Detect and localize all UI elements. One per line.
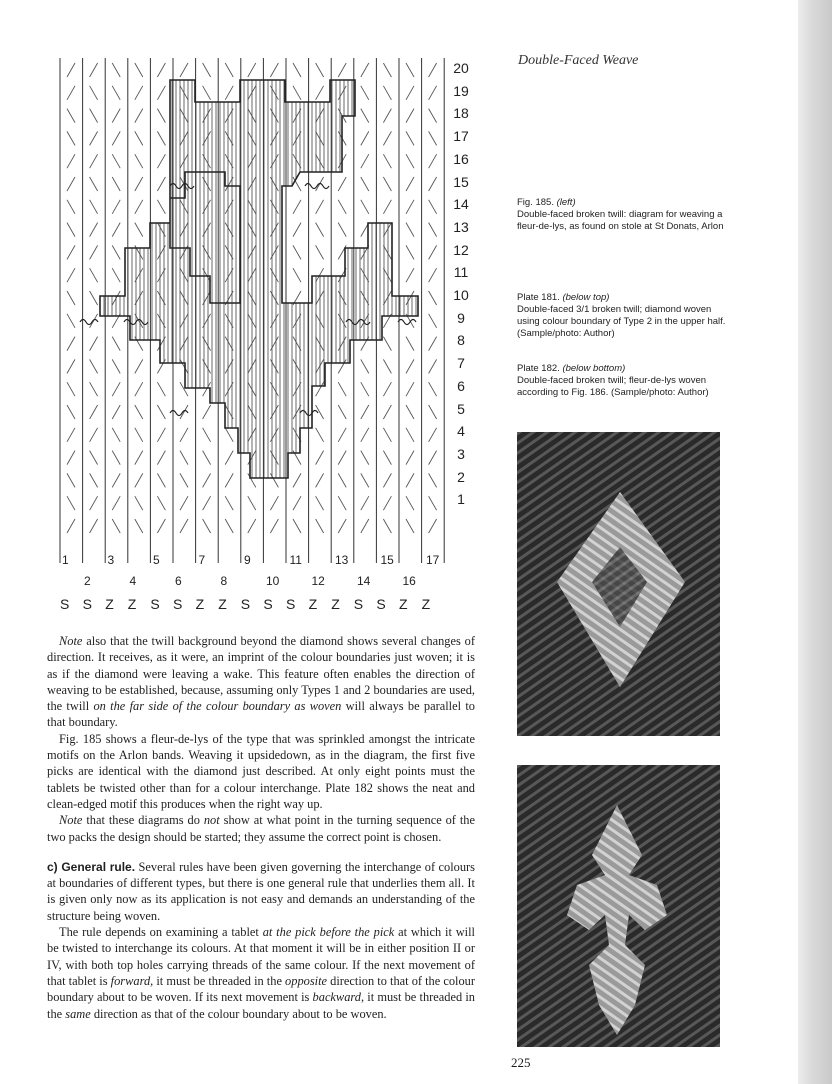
fleur-de-lys-diagram [50,58,480,618]
row-number: 20 [453,60,469,76]
row-number: 17 [453,128,469,145]
plate-182-photo-fleur-de-lys [517,765,720,1047]
row-number: 5 [457,400,465,417]
caption-plate-181: Plate 181. (below top) Double-faced 3/1 broken twill; diamond woven using colour boundary of Type 2 in the upper half. (Sample/photo: Author) [517,292,726,339]
caption-fig-185: Fig. 185. (left) Double-faced broken twill: diagram for weaving a fleur-de-lys, as found on stole at St Donats, Arlon [517,197,724,232]
tablet-number-odd: 15 [380,553,394,567]
row-number: 12 [453,241,469,258]
tablet-number-odd: 7 [198,553,206,567]
twist-direction: S [353,596,364,612]
fleur-de-lys-motif [100,80,418,478]
twist-direction: S [286,596,296,612]
row-number: 19 [453,82,469,99]
tablet-number-even: 4 [129,574,137,588]
tablet-number-odd: 11 [289,553,302,567]
caption-plate-182: Plate 182. (below bottom) Double-faced broken twill; fleur-de-lys woven according to Fig. 186. (Sample/photo: Author) [517,363,709,398]
row-number: 10 [453,287,469,303]
row-number: 13 [453,218,469,235]
tablet-number-even: 6 [175,574,182,588]
twist-direction: Z [127,596,137,612]
twist-direction: Z [421,596,431,612]
body-text [47,633,475,1022]
twist-direction: Z [195,596,205,612]
row-number: 18 [453,105,469,122]
row-number: 3 [457,445,465,462]
row-number: 8 [457,332,465,349]
paragraph-4-general-rule: c) General rule. Several rules have been given governing the interchange of colours at boundaries of different types, but there is one general rule that underlies them all. It is given only now as its application is not easy and demands an understanding of the structure being woven. [47,859,475,923]
tablet-number-even: 10 [266,574,280,588]
tablet-number-odd: 3 [107,553,115,567]
paragraph-5: The rule depends on examining a tablet at the pick before the pick at which it will be twisted to interchange its colours. At that moment it will be in either position II or IV, with both top holes carrying threads of the same colour. If the next movement of that tablet is forward, it must be threaded in the opposite direction to that of the colour boundary about to be woven. If its next movement is backward, it must be threaded in the same direction as that of the colour boundary about to be woven. [47,925,476,1021]
row-number: 1 [457,491,465,508]
row-number: 6 [457,377,465,394]
running-head: Double-Faced Weave [518,53,639,68]
row-number: 16 [453,150,469,167]
twist-direction: Z [105,596,114,612]
tablet-number-odd: 9 [244,553,251,567]
tablet-number-odd: 5 [153,553,160,567]
row-number: 2 [457,468,465,485]
row-number: 14 [453,196,469,213]
tablet-number-even: 14 [357,574,371,588]
tablet-number-even: 12 [311,574,325,588]
paragraph-3: Note that these diagrams do not show at what point in the turning sequence of the two packs the design should be started; they assume the correct point is chosen. [47,813,475,844]
twist-direction: S [173,596,183,612]
row-number: 9 [457,309,465,326]
row-number: 4 [457,423,465,440]
twist-direction: Z [308,596,318,612]
twist-direction: S [240,596,251,612]
row-number: 11 [453,264,469,281]
twist-direction: S [263,596,273,612]
tablet-number-even: 2 [84,574,91,588]
page-number: 225 [511,1055,531,1070]
plate-181-photo-diamond [517,432,720,736]
paragraph-2: Fig. 185 shows a fleur-de-lys of the type that was sprinkled amongst the intricate motifs on the Arlon bands. Weaving it upsidedown, as in the diagram, the first five picks are identical with the diamond just described. At only eight points must the tablets be twisted other than for a colour interchange. Plate 182 shows the neat and clean-edged motif this produces when the right way up. [47,731,475,811]
tablet-number-even: 8 [220,574,228,588]
row-number: 15 [453,173,469,190]
tablet-number-odd: 13 [335,553,349,567]
twist-direction: S [82,596,92,612]
tablet-number-even: 16 [402,574,416,588]
twist-direction: S [150,596,160,612]
twist-direction: S [60,596,70,612]
tablet-number-odd: 1 [62,553,69,567]
paragraph-1: Note also that the twill background beyond the diamond shows several changes of direction. It receives, as it were, an imprint of the colour boundaries just woven; it is as if the diamond were leaving a wake. This feature often enables the direction of weaving to be established, because, assuming only Types 1 and 2 boundaries are used, the twill on the far side of the colour boundary as woven will always be parallel to that boundary. [47,634,475,730]
twist-direction: Z [331,596,340,612]
row-number: 7 [457,355,465,372]
twist-direction: Z [399,596,408,612]
twist-direction: Z [218,596,227,612]
twist-direction: S [376,596,386,612]
tablet-number-odd: 17 [426,553,440,567]
page-edge-shadow [798,0,832,1084]
